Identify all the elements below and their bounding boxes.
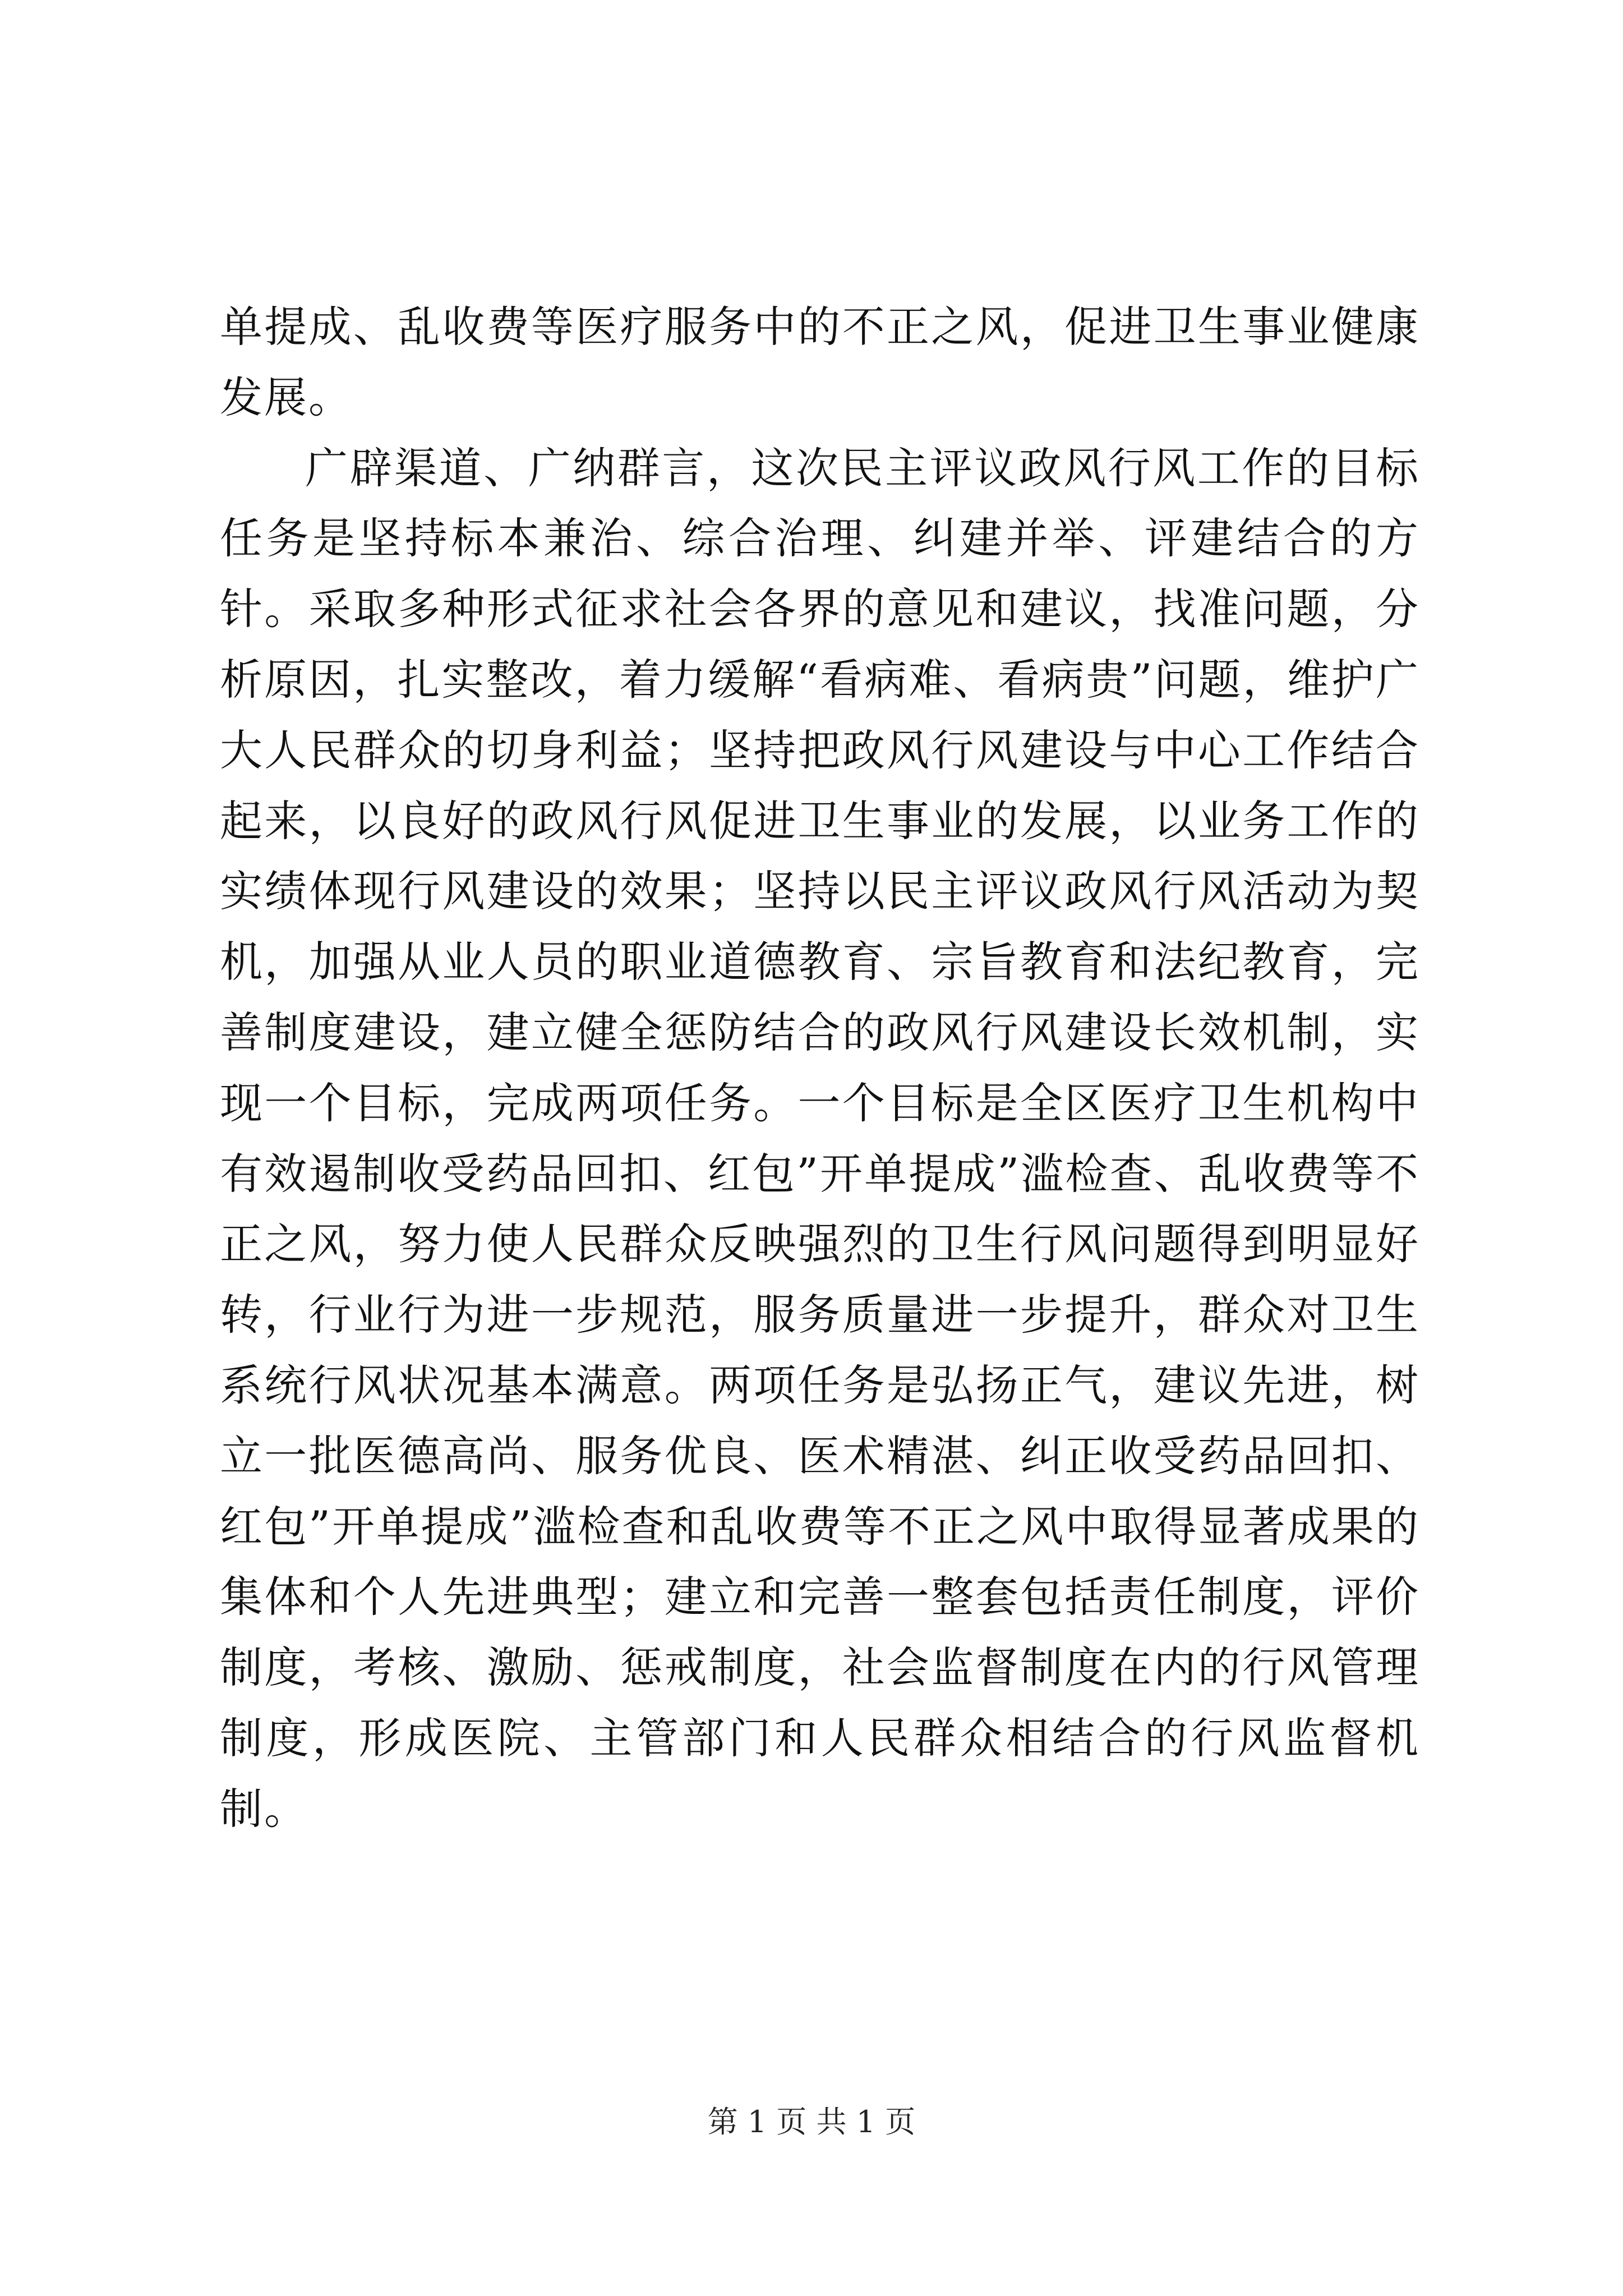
page-number-footer: 第 1 页 共 1 页 bbox=[707, 2104, 916, 2139]
paragraph-goals-tasks: 广辟渠道、广纳群言，这次民主评议政风行风工作的目标任务是坚持标本兼治、综合治理、纠建并举、评建结合的方针。采取多种形式征求社会各界的意见和建议，找准问题，分析原因，扎实整改，着力缓解“看病难、看病贵”问题，维护广大人民群众的切身利益；坚持把政风行风建设与中心工作结合起来，以良好的政风行风促进卫生事业的发展，以业务工作的实绩体现行风建设的效果；坚持以民主评议政风行风活动为契机，加强从业人员的职业道德教育、宗旨教育和法纪教育，完善制度建设，建立健全惩防结合的政风行风建设长效机制，实现一个目标，完成两项任务。一个目标是全区医疗卫生机构中有效遏制收受药品回扣、红包”开单提成”滥检查、乱收费等不正之风，努力使人民群众反映强烈的卫生行风问题得到明显好转，行业行为进一步规范，服务质量进一步提升，群众对卫生系统行风状况基本满意。两项任务是弘扬正气，建议先进，树立一批医德高尚、服务优良、医术精湛、纠正收受药品回扣、红包”开单提成”滥检查和乱收费等不正之风中取得显著成果的集体和个人先进典型；建立和完善一整套包括责任制度，评价制度，考核、激励、惩戒制度，社会监督制度在内的行风管理制度，形成医院、主管部门和人民群众相结合的行风监督机制。 bbox=[220, 443, 1420, 1834]
paragraph-continuation: 单提成、乱收费等医疗服务中的不正之风，促进卫生事业健康发展。 bbox=[220, 302, 1420, 422]
document-body bbox=[220, 292, 1420, 1844]
